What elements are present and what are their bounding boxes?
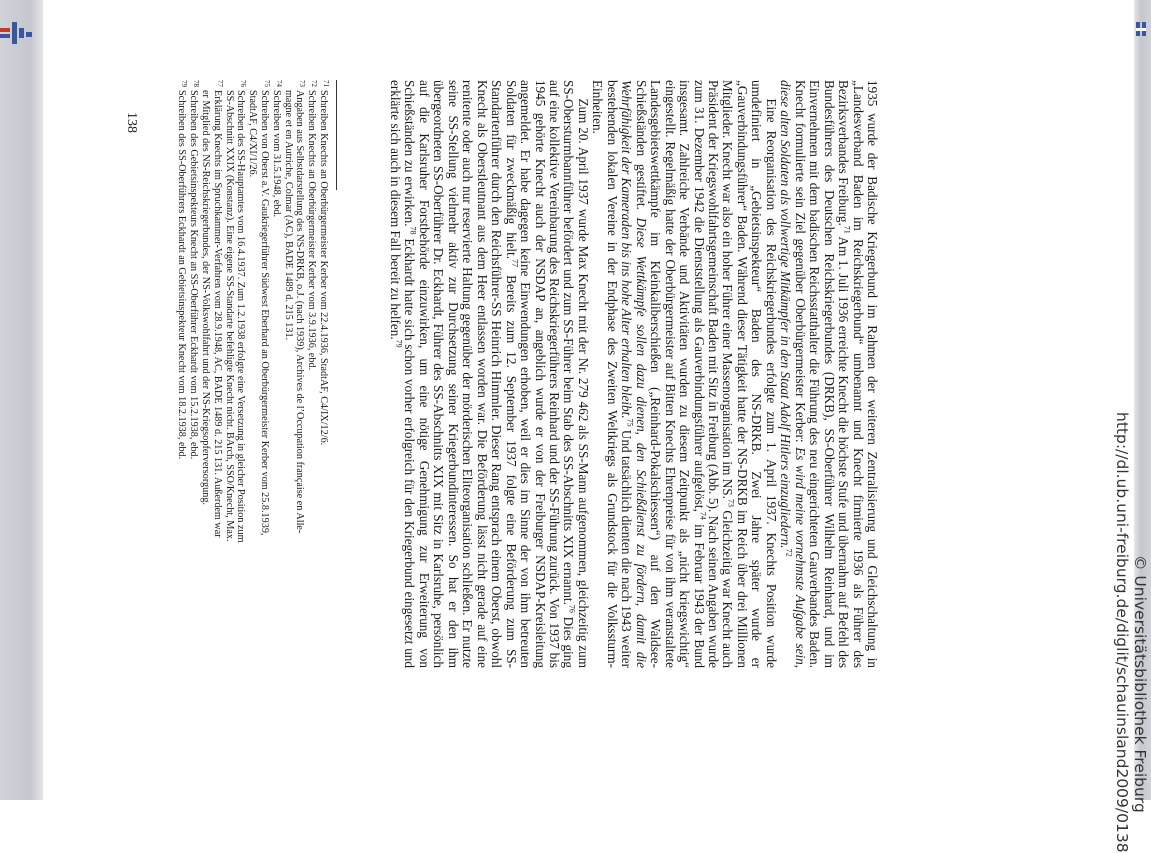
- text-run: Zum 20. April 1937 wurde Max Knecht mit der Nr. 279 462 als SS-Mann aufgenommen, gleichzeitig zum SS-Obersturmbannführer befördert und zum SS-Führer beim Stab des SS-Abschnitts XIX ernannt.: [561, 80, 591, 668]
- source-url: http://dl.ub.uni-freiburg.de/diglit/schauinsland2009/0138: [1113, 412, 1131, 853]
- footnote-number: 79: [180, 80, 189, 87]
- text-run: Dies ging auf eine kollektive Vereinbarung des Reichskriegerführers Reinhard und der SS-Führung zurück. Von 1937 bis 1945 gehörte Knecht auch der NSDAP an, angeblich wurde er von der Freiburger NSDAP-Kreisleitung angemeldet. Er habe dagegen keine Einwendungen erhoben, weil er dies im Sinne der von ihm betreuten Soldaten für zweckmäßig hielt.: [503, 80, 577, 668]
- footnote-separator: [336, 80, 337, 190]
- paragraph: [590, 80, 778, 668]
- footnote-number: 74: [274, 80, 283, 87]
- paragraph: [388, 80, 590, 668]
- footnote: [270, 80, 282, 680]
- footnote-ref: 79: [394, 339, 404, 348]
- footnote-number: 73: [298, 80, 307, 87]
- footnote: [211, 80, 223, 680]
- footnote-number: 71: [322, 80, 330, 87]
- footnote-text: er Mitglied des NS-Reichskriegerbundes, der NS-Volkswohlfahrt und der NS-Kriegsopferversorgung.: [200, 90, 212, 505]
- text-run: im Februar 1943 der Bund insgesamt. Zahlreiche Verbände und Aktivitäten wurden zu diesem Zeitpunkt als „nicht kriegswichtig“ eingestellt. Regelmäßig hatte der Oberbürgermeister auf Bitten Knechts Ehrenpreise für von ihm veranstaltete Landesgebietswettkämpfe im Kleinkaliberschießen („Reinhard-Pokalschiessen“) auf den Waldsee-Schießständen gestiftet.: [633, 80, 707, 668]
- footnote-ref: 71: [842, 225, 852, 234]
- quotation: Es wird meine vornehmste Aufgabe sein, diese alten Soldaten als vollwertige Mitkämpfer in den Staat Adolf Hitlers einzugliedern.: [778, 80, 808, 668]
- footnote: [305, 80, 317, 680]
- footnote-text: Schreiben vom 31.5.1948, ebd.: [270, 90, 282, 218]
- footnote-text: Angaben aus Selbstdarstellung des NS-DRKB, o.J. (nach 1939), Archives de l’Occupation française en Alle-: [294, 90, 306, 534]
- footnote: [187, 80, 199, 680]
- footnote: [176, 80, 188, 680]
- footnote-text: Schreiben des SS-Hauptamtes vom 16.4.1937. Zum 1.2.1938 erfolgte eine Versetzung in gleicher Position zum: [235, 90, 247, 543]
- footnote-ref: 78: [408, 226, 418, 235]
- footnote: [235, 80, 247, 680]
- footnote-text: magne et en Autriche, Colmar (AC), BADE 1489 d. 215 131.: [282, 90, 294, 341]
- quotation: Diese Wettkämpfe sollen dazu dienen, den Schießdienst zu fördern, damit die Wehrfähigkeit der Kameraden bis ins hohe Alter erhalten bleibt.: [619, 80, 649, 668]
- footnote-ref: 72: [784, 548, 794, 557]
- text-run: Bereits zum 12. September 1937 folgte eine Beförderung zum SS-Standartenführer durch den Reichsführer-SS Heinrich Himmler. Dieser Rang entsprach einem Oberst, obwohl Knecht als Oberstleutnant aus dem Heer entlassen worden war. Die Beförderung lässt nicht gerade auf eine renitente oder auch nur reservierte Haltung gegenüber der mörderischen Eliteorganisation schließen. Er nutzte seine SS-Stellung vielmehr aktiv zur Durchsetzung seiner Kriegerbundinteressen. So hat er den ihm übergeordneten SS-Oberführer Dr. Eckhardt, Führer des SS-Abschnitts XIX mit Sitz in Karlsruhe, persönlich auf die Karlsruher Forstbehörde einzuwirken, um eine nötige Genehmigung zur Erweiterung von Schießständen zu erwirken.: [402, 80, 519, 669]
- footnote-text: Schreiben Knechts an Oberbürgermeister Kerber vom 3.9.1936, ebd.: [306, 90, 318, 371]
- footnote: [199, 80, 211, 680]
- paragraph: [778, 80, 879, 668]
- text-run: Am 1. Juli 1936 erreichte Knecht die höchste Stufe und übernahm auf Befehl des Bundesführers des Deutschen Reichskriegerbundes (DRKB), SS-Oberführer Wilhelm Reinhard, und im Einvernehmen mit dem badischen Reichsstatthalter die Führung des neu eingerichteten Gauverbandes Baden. Knecht formulierte sein Ziel gegenüber Oberbürgermeister Kerber:: [792, 80, 852, 668]
- text-run: 1935 wurde der Badische Kriegerbund im Rahmen der weiteren Zentralisierung und Gleichschaltung in „Landesverband Baden im Reichskriegerbund“ umbenannt und Knecht firmierte 1936 als Führer des Bezirksverbandes Freiburg.: [836, 80, 880, 668]
- footnote-number: 77: [215, 80, 224, 87]
- footnote-ref: 74: [697, 511, 707, 520]
- footnotes: [176, 80, 329, 680]
- footnote: [246, 80, 258, 680]
- page-number: 138: [124, 112, 139, 133]
- footnote-text: Schreiben Knechts an Oberbürgermeister Kerber vom 22.4.1936, StadtAF, C4/IX/12/6.: [318, 90, 329, 446]
- footnote: [258, 80, 270, 680]
- footnote-number: 76: [239, 80, 248, 87]
- footnote-number: 78: [192, 80, 201, 87]
- footnote-ref: 73: [726, 498, 736, 507]
- footnote-text: Schreiben des SS-Oberführers Eckhardt an Gebietsinspekteur Knecht vom 18.2.1938, ebd.: [176, 90, 188, 460]
- footnote: [317, 80, 329, 680]
- footnote-text: StadtAF, C4/XI/1/26.: [247, 90, 259, 178]
- text-run: Eine Reorganisation des Reichskriegerbundes erfolgte zum 1. April 1937. Knechts Position wurde umdefiniert in „Gebietsinspekteur“ Baden des NS-DRKB. Zwei Jahre später wurde er „Gauverbindungsführer“ Baden. Während dieser Tätigkeit hatte der NS-DRKB im Reich über drei Millionen Mitglieder. Knecht war also ein hoher Führer einer Massenorganisation im NS.: [720, 80, 779, 668]
- text-run: Gleichzeitig war Knecht auch Präsident der Kriegswohlfahrtsgemeinschaft Baden mit Sitz in Freiburg (Abb. 5). Nach seinen Angaben wurde zum 31. Dezember 1942 die Dienststellung als Gauverbindungsführer aufgelöst,: [691, 80, 736, 668]
- footnote-ref: 77: [510, 259, 520, 268]
- footnote: [294, 80, 306, 680]
- text-run: Eckhardt hatte sich schon vorher erfolgreich für den Kriegerbund eingesetzt und erklärte sich auch in diesem Fall bereit zu helfen.: [388, 80, 418, 668]
- copyright-notice: © Universitätsbibliothek Freiburg: [1131, 555, 1149, 813]
- footnote-number: 75: [263, 80, 272, 87]
- footnote-text: SS-Abschnitt XXIX (Konstanz). Eine eigene SS-Standarte befehligte Knecht nicht. BArch, SSO/Knecht, Max.: [223, 90, 235, 542]
- footnote-text: Schreiben von Oberst a.V. Gaukriegerführer Südwest Eberhard an Oberbürgermeister Kerber vom 25.8.1939,: [259, 90, 271, 536]
- body-text: [388, 80, 879, 668]
- footnote: [282, 80, 294, 680]
- footnote-text: Schreiben des Gebietsinspekteurs Knecht an SS-Oberführer Eckhardt vom 15.2.1938, ebd.: [188, 90, 200, 460]
- footnote-ref: 76: [567, 604, 577, 613]
- footnote-text: Erklärung Knechts im Spruchkammer-Verfahren vom 28.9.1948, AC, BADE 1489 d. 215 131. Außerdem war: [211, 90, 223, 538]
- footnote-ref: 75: [625, 418, 635, 427]
- footnote: [223, 80, 235, 680]
- text-run: Und tatsächlich dienten die nach 1943 weiter bestehenden lokalen Vereine in der Endphase des Zweiten Weltkriegs als Grundstock für die Volkssturm-Einheiten.: [590, 80, 635, 668]
- footnote-number: 72: [310, 80, 319, 87]
